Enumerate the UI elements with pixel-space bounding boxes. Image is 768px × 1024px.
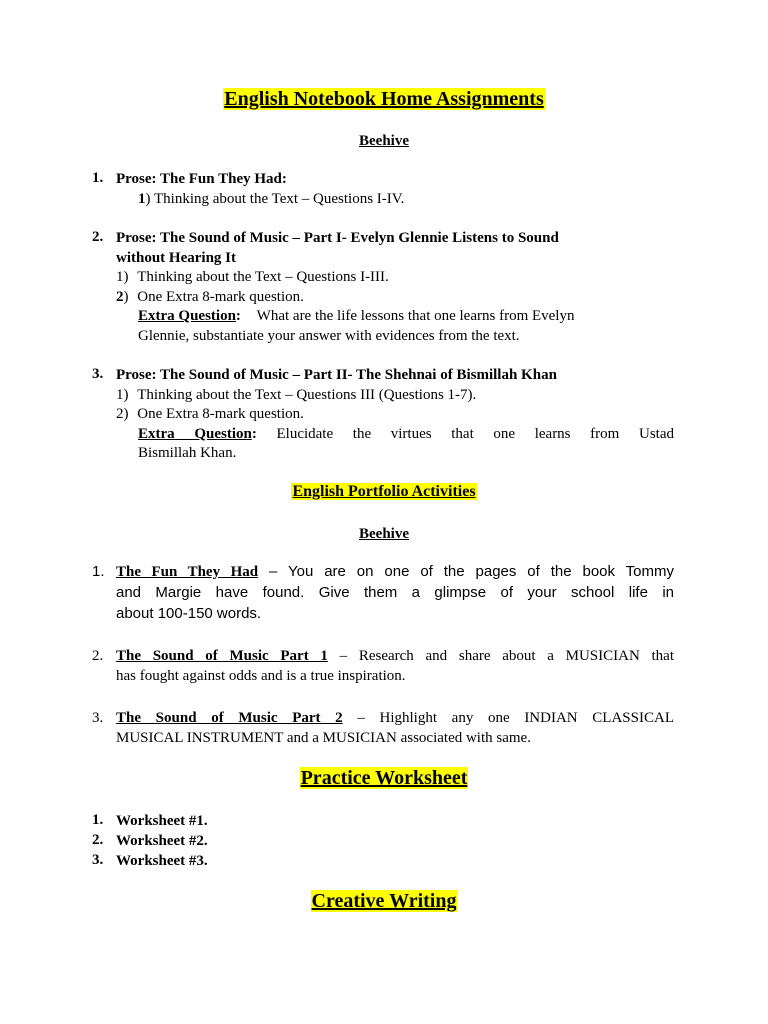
- item-3-extra-question-line2: Bismillah Khan.: [138, 445, 237, 461]
- portfolio-2-line1: [116, 646, 674, 666]
- portfolio-title: [0, 483, 768, 501]
- worksheet-1-number: 1.: [92, 812, 104, 828]
- portfolio-3-line2: MUSICAL INSTRUMENT and a MUSICIAN associated with same.: [116, 730, 531, 746]
- sub-number: 1: [138, 191, 146, 207]
- sub-text: Thinking about the Text – Questions I-III.: [137, 269, 389, 285]
- sub-text: Thinking about the Text – Questions I-IV.: [153, 191, 405, 207]
- creative-title: [0, 890, 768, 913]
- portfolio-1-line1: [116, 562, 674, 582]
- item-2-sub-2: [116, 287, 304, 307]
- worksheet-2-number: 2.: [92, 832, 104, 848]
- extra-question-text: Elucidate the virtues that one learns from Ustad: [276, 426, 674, 442]
- beehive-heading: Beehive: [359, 526, 409, 542]
- extra-question-text: What are the life lessons that one learns from Evelyn: [256, 308, 575, 324]
- item-3-extra-question: [138, 424, 674, 444]
- item-2-extra-question-line2: Glennie, substantiate your answer with evidences from the text.: [138, 328, 520, 344]
- sub-suffix: ): [123, 289, 129, 305]
- item-1-sub-1: [138, 189, 404, 209]
- portfolio-2-line2: has fought against odds and is a true inspiration.: [116, 668, 406, 684]
- item-2-heading-line2: without Hearing It: [116, 250, 236, 266]
- creative-title-text: Creative Writing: [311, 890, 457, 912]
- sub-text: One Extra 8-mark question.: [137, 289, 304, 305]
- item-2-heading-line1: Prose: The Sound of Music – Part I- Evelyn Glennie Listens to Sound: [116, 230, 559, 246]
- item-3-sub-1: [116, 385, 476, 405]
- extra-question-label: Extra Question: [138, 426, 252, 442]
- portfolio-1-title: The Fun They Had: [116, 564, 259, 580]
- portfolio-3-number: 3.: [92, 710, 104, 726]
- item-1-number: 1.: [92, 170, 104, 186]
- worksheet-3-number: 3.: [92, 852, 104, 868]
- worksheet-1: Worksheet #1.: [116, 813, 208, 829]
- sub-number: 1): [116, 387, 129, 403]
- sub-text: Thinking about the Text – Questions III (Questions 1-7).: [137, 387, 477, 403]
- beehive-heading: Beehive: [359, 133, 409, 149]
- item-2-number: 2.: [92, 229, 104, 245]
- portfolio-2-title: The Sound of Music Part 1: [116, 648, 328, 664]
- page-title: [0, 88, 768, 111]
- section-beehive-2: [0, 525, 768, 543]
- section-beehive-1: [0, 132, 768, 150]
- page-title-text: English Notebook Home Assignments: [224, 88, 544, 110]
- sub-number: 2): [116, 406, 129, 422]
- item-3-number: 3.: [92, 366, 104, 382]
- worksheet-2: Worksheet #2.: [116, 833, 208, 849]
- practice-title: [0, 767, 768, 790]
- item-2-sub-1: [116, 267, 389, 287]
- portfolio-1-text: – You are on one of the pages of the book Tommy: [258, 563, 674, 580]
- practice-title-text: Practice Worksheet: [300, 767, 468, 789]
- item-1-heading: Prose: The Fun They Had:: [116, 171, 287, 187]
- portfolio-3-text: – Highlight any one INDIAN CLASSICAL: [342, 710, 674, 726]
- worksheet-3: Worksheet #3.: [116, 853, 208, 869]
- portfolio-title-text: English Portfolio Activities: [292, 483, 476, 500]
- portfolio-1-number: 1.: [92, 563, 105, 580]
- sub-suffix: ): [145, 191, 151, 207]
- sub-number: 1): [116, 269, 129, 285]
- portfolio-3-line1: [116, 708, 674, 728]
- portfolio-1-line3: about 100-150 words.: [116, 605, 262, 622]
- extra-question-colon: :: [251, 426, 257, 442]
- extra-question-colon: :: [235, 308, 241, 324]
- portfolio-2-text: – Research and share about a MUSICIAN that: [327, 648, 675, 664]
- item-3-sub-2: [116, 404, 304, 424]
- portfolio-1-line2: and Margie have found. Give them a glimpse of your school life in: [116, 584, 674, 601]
- portfolio-2-number: 2.: [92, 648, 104, 664]
- item-2-extra-question: [138, 306, 574, 326]
- item-3-heading: Prose: The Sound of Music – Part II- The Shehnai of Bismillah Khan: [116, 367, 557, 383]
- sub-text: One Extra 8-mark question.: [137, 406, 304, 422]
- sub-number: 2: [116, 289, 124, 305]
- extra-question-label: Extra Question: [138, 308, 236, 324]
- portfolio-3-title: The Sound of Music Part 2: [116, 710, 343, 726]
